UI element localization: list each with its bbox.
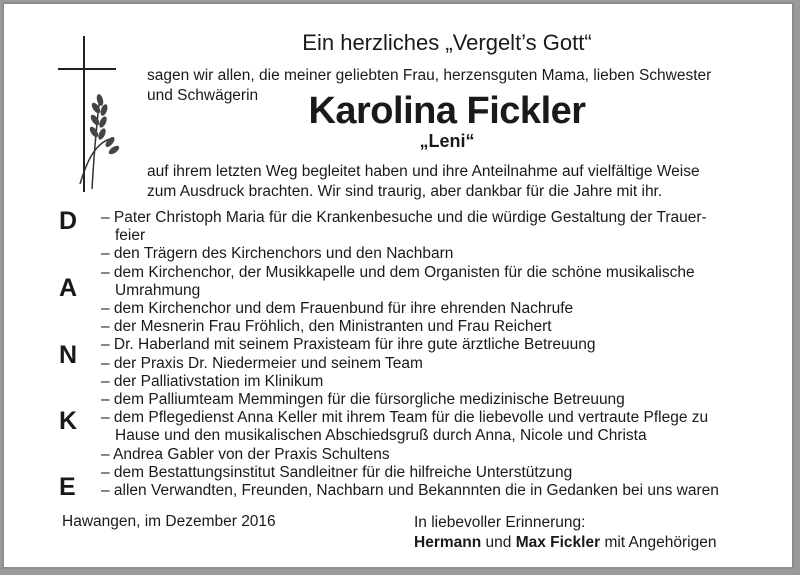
list-item: – dem Bestattungsinstitut Sandleitner für die hilfreiche Unterstützung (101, 463, 573, 481)
danke-letter-d: D (59, 207, 78, 235)
place-date: Hawangen, im Dezember 2016 (62, 513, 276, 530)
deceased-name: Karolina Fickler (308, 90, 586, 132)
list-item: – dem Kirchenchor, der Musikkapelle und dem Organisten für die schöne musikalische (101, 263, 695, 281)
memory-line: In liebevoller Erinnerung: (414, 514, 586, 531)
list-item: – allen Verwandten, Freunden, Nachbarn und Bekannnten die in Gedanken bei uns waren (101, 482, 719, 500)
list-item: – dem Kirchenchor und dem Frauenbund für ihre ehrenden Nachrufe (101, 300, 574, 318)
list-item: – der Palliativstation im Klinikum (101, 372, 324, 390)
obituary-card (2, 2, 794, 569)
body-line-2: zum Ausdruck brachten. Wir sind traurig, aber dankbar für die Jahre mit ihr. (147, 183, 663, 200)
list-item: – Pater Christoph Maria für die Krankenbesuche und die würdige Gestaltung der Trauer- (101, 209, 707, 226)
danke-letter-a: A (59, 274, 78, 302)
signer-1: Hermann (414, 534, 482, 551)
list-item: – der Mesnerin Frau Fröhlich, den Ministranten und Frau Reichert (101, 318, 552, 336)
list-item: – dem Palliumteam Memmingen für die fürsorgliche medizinische Betreuung (101, 391, 625, 409)
list-item-continuation: Umrahmung (115, 281, 201, 299)
list-item-continuation: Hause und den musikalischen Abschiedsgruß durch Anna, Nicole und Christa (115, 427, 647, 445)
signer-2: Max Fickler (515, 534, 601, 551)
thanks-list (101, 209, 719, 500)
body-text (147, 162, 700, 202)
deceased-nickname: „Leni“ (419, 131, 475, 151)
body-line-1: auf ihrem letzten Weg begleitet haben und ihre Anteilnahme auf vielfältige Weise (147, 163, 700, 180)
intro-line-2: und Schwägerin (147, 87, 259, 104)
relatives-text: mit Angehörigen (604, 534, 717, 551)
danke-letter-k: K (59, 407, 78, 435)
intro-line-1: sagen wir allen, die meiner geliebten Frau, herzensguten Mama, lieben Schwester (147, 67, 712, 84)
heading-thanks: Ein herzliches „Vergelt’s Gott“ (302, 30, 592, 55)
signers-line (414, 533, 716, 553)
danke-letter-e: E (59, 473, 76, 501)
danke-letter-n: N (59, 341, 78, 369)
and-text: und (485, 534, 512, 551)
signature-block (414, 513, 716, 553)
list-item: – den Trägern des Kirchenchors und den Nachbarn (101, 245, 454, 263)
list-item: – Andrea Gabler von der Praxis Schultens (101, 445, 390, 463)
list-item: – der Praxis Dr. Niedermeier und seinem Team (101, 354, 423, 372)
list-item: – Dr. Haberland mit seinem Praxisteam für ihre gute ärztliche Betreuung (101, 336, 596, 354)
list-item: – dem Pflegedienst Anna Keller mit ihrem Team für die liebevolle und vertraute Pflege zu (101, 409, 709, 427)
list-item-continuation: feier (115, 227, 146, 245)
